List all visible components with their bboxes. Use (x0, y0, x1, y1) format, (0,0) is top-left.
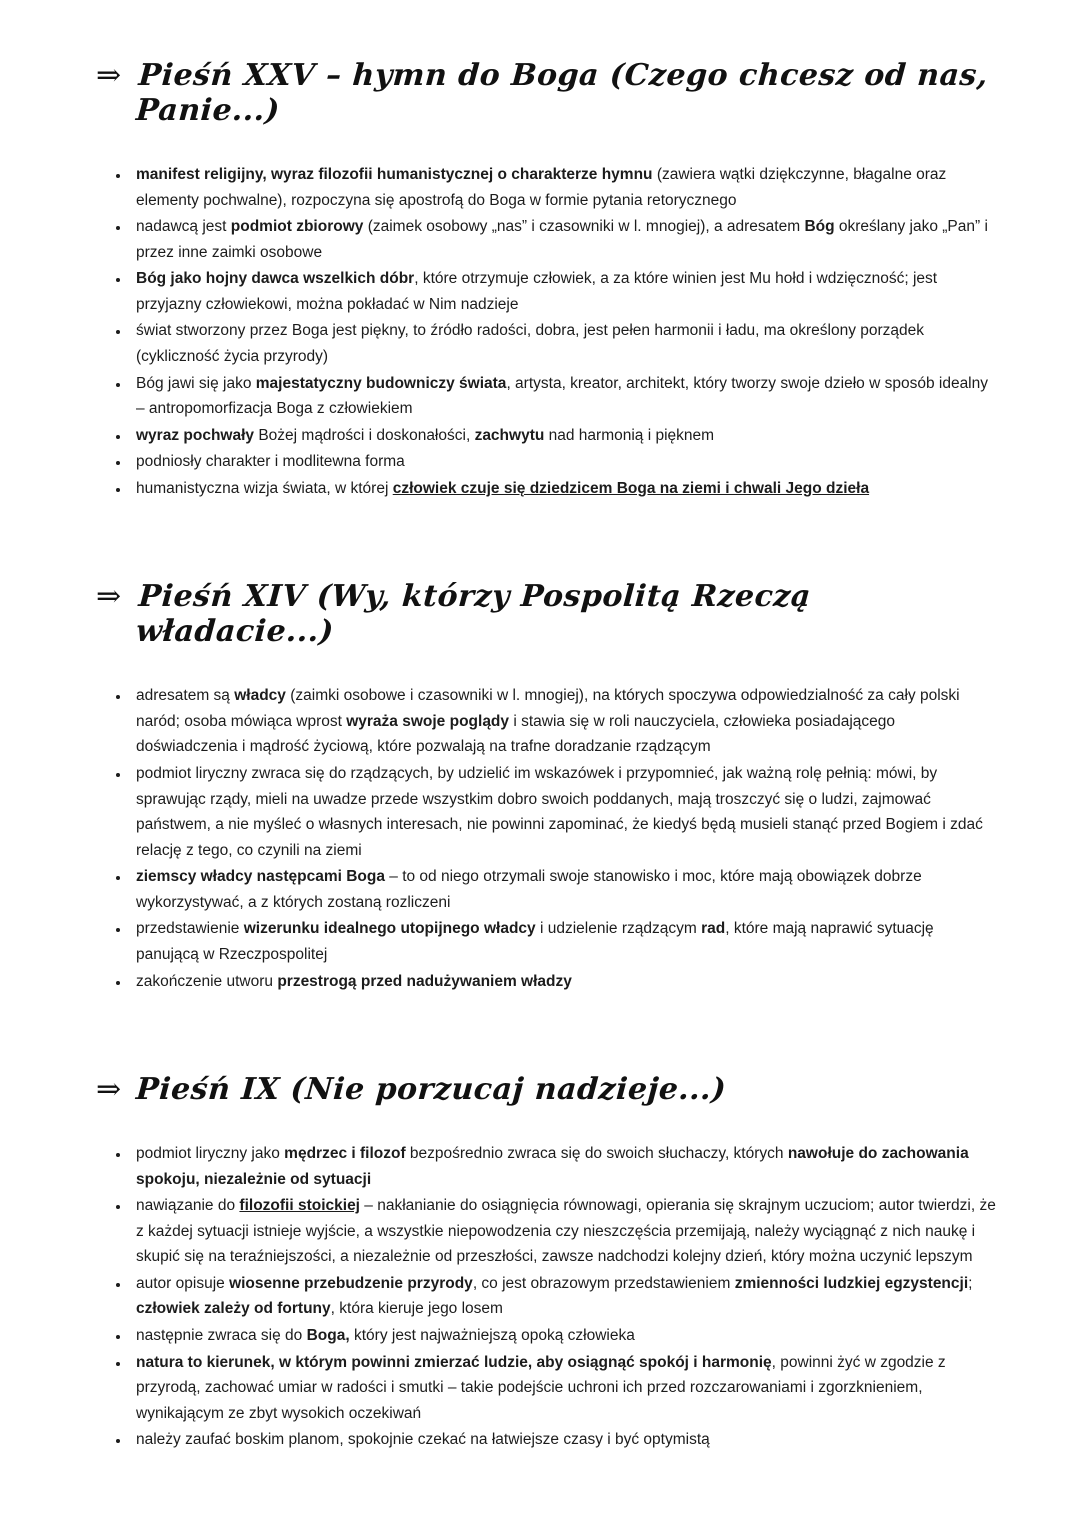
text-segment: bezpośrednio zwraca się do swoich słuchaczy, których (405, 1145, 788, 1163)
section-title: Pieśń IX (Nie porzucaj nadzieje...) (135, 1072, 728, 1108)
text-segment: rad (701, 920, 726, 938)
text-segment: (zawiera wątki dziękczynne, błagalne oraz elementy pochwalne), rozpoczyna się apostrofą do Boga w formie pytania retorycznego (136, 166, 947, 209)
text-segment: , co jest obrazowym przedstawieniem (472, 1274, 735, 1292)
text-segment: nad harmonią i pięknem (544, 426, 715, 444)
list-item (130, 449, 998, 475)
text-segment: autor opisuje (136, 1274, 230, 1292)
text-segment: – nakłanianie do osiągnięcia równowagi, opierania się skrajnym uczuciom; autor twierdzi, że z każdej sytuacji istnieje wyjście, a wszystkie niepowodzenia czy nieszczęścia przemijają, należy wyciągnąć z nich naukę i skupić się na teraźniejszości, a niezależnie od przeszłości, zawsze nadchodzi kolejny dzień, który można uczynić lepszym (136, 1197, 996, 1266)
double-arrow-icon: ⇒ (96, 579, 122, 615)
text-segment: , które otrzymuje człowiek, a za które winien jest Mu hołd i wdzięczność; jest przyjazny człowiekowi, można pokładać w Nim nadzieje (136, 270, 938, 313)
text-segment: Bożej mądrości i doskonałości, (254, 426, 475, 444)
list-item (130, 683, 998, 760)
bullet-list (96, 1141, 998, 1453)
text-segment: podmiot liryczny zwraca się do rządzących, by udzielić im wskazówek i przypomnieć, jak ważną rolę pełnią: mówi, by sprawując rządy, mieli na uwadze przede wszystkim dobro swoich poddanych, mają troszczyć się o ludzi, zajmować państwem, a nie myśleć o własnych interesach, nie powinni zapominać, że kiedyś będą musieli stanąć przed Bogiem i zdać relację z tego, co czynili na ziemi (136, 765, 983, 859)
text-segment: zachwytu (474, 426, 545, 444)
list-item (130, 1350, 998, 1427)
text-segment: (zaimek osobowy „nas” i czasowniki w l. mnogiej), a adresatem (363, 218, 805, 236)
list-item (130, 1141, 998, 1192)
text-segment: , która kieruje jego losem (330, 1300, 503, 1318)
text-segment: wiosenne przebudzenie przyrody (229, 1274, 473, 1292)
text-segment: przedstawienie (136, 920, 244, 938)
text-segment: człowiek czuje się dziedzicem Boga na ziemi i chwali Jego dzieła (392, 479, 870, 497)
section-piesn-ix (96, 1072, 998, 1453)
text-segment: władcy (234, 687, 286, 705)
text-segment: adresatem są (136, 687, 235, 705)
list-item (130, 761, 998, 863)
text-segment: człowiek zależy od fortuny (136, 1300, 331, 1318)
text-segment: , powinni żyć w zgodzie z przyrodą, zachować umiar w radości i smutki – takie podejście uchroni ich przed rozczarowaniami i zgorzknieniem, wynikającym ze zbyt wysokich oczekiwań (136, 1353, 946, 1422)
text-segment: przestrogą przed nadużywaniem władzy (277, 972, 572, 990)
list-item (130, 371, 998, 422)
text-segment: , artysta, kreator, architekt, który tworzy swoje dzieło w sposób idealny – antropomorfizacja Boga z człowiekiem (136, 374, 988, 418)
list-item (130, 476, 998, 502)
text-segment: wyraża swoje poglądy (346, 712, 510, 730)
list-item (130, 266, 998, 317)
text-segment: Bóg (804, 218, 835, 236)
section-heading (96, 579, 998, 649)
text-segment: nadawcą jest (136, 218, 231, 236)
text-segment: – to od niego otrzymali swoje stanowisko i moc, które mają obowiązek dobrze wykorzystywać, a z których zostaną rozliczeni (136, 868, 922, 911)
text-segment: ziemscy władcy następcami Boga (136, 868, 385, 886)
text-segment: określany jako „Pan” i przez inne zaimki osobowe (136, 218, 988, 261)
text-segment: podmiot liryczny jako (136, 1145, 285, 1163)
text-segment: wyraz pochwały (136, 426, 255, 444)
list-item (130, 1271, 998, 1322)
section-piesn-xxv (96, 58, 998, 501)
section-heading (96, 1072, 998, 1107)
text-segment: Bóg jawi się jako (136, 374, 256, 392)
list-item (130, 916, 998, 967)
text-segment: Bóg jako hojny dawca wszelkich dóbr (136, 270, 415, 288)
text-segment: , które mają naprawić sytuację panującą w Rzeczpospolitej (136, 920, 934, 963)
text-segment: filozofii stoickiej (239, 1197, 360, 1215)
text-segment: następnie zwraca się do (136, 1327, 307, 1344)
bullet-list (96, 683, 998, 994)
list-item (130, 1323, 998, 1349)
list-item (130, 214, 998, 265)
list-item (130, 1193, 998, 1270)
text-segment: humanistyczna wizja świata, w której (136, 479, 393, 497)
text-segment: i udzielenie rządzącym (535, 920, 702, 938)
text-segment: nawołuje do zachowania spokoju, niezależnie od sytuacji (136, 1145, 969, 1188)
text-segment: Boga, (306, 1327, 350, 1344)
section-heading (96, 58, 998, 128)
text-segment: ; (968, 1274, 973, 1292)
list-item (130, 318, 998, 369)
text-segment: natura to kierunek, w którym powinni zmierzać ludzie, aby osiągnąć spokój i harmonię (136, 1353, 772, 1371)
text-segment: zakończenie utworu (136, 972, 278, 990)
text-segment: wizerunku idealnego utopijnego władcy (243, 920, 536, 938)
double-arrow-icon: ⇒ (96, 58, 122, 93)
list-item (130, 969, 998, 995)
text-segment: (zaimki osobowe i czasowniki w l. mnogiej), na których spoczywa odpowiedzialność za cały polski naród; osoba mówiąca wprost (136, 687, 960, 730)
section-title: Pieśń XXV – hymn do Boga (Czego chcesz od nas, Panie...) (135, 58, 990, 128)
text-segment: podmiot zbiorowy (230, 218, 364, 236)
text-segment: zmienności ludzkiej egzystencji (734, 1274, 969, 1292)
text-segment: należy zaufać boskim planom, spokojnie czekać na łatwiejsze czasy i być optymistą (136, 1431, 710, 1449)
double-arrow-icon: ⇒ (96, 1072, 122, 1108)
list-item (130, 864, 998, 915)
bullet-list (96, 162, 998, 501)
section-piesn-xiv (96, 579, 998, 994)
text-segment: świat stworzony przez Boga jest piękny, to źródło radości, dobra, jest pełen harmonii i ładu, ma określony porządek (cykliczność życia przyrody) (136, 322, 925, 365)
text-segment: podniosły charakter i modlitewna forma (136, 453, 405, 471)
list-item (130, 1427, 998, 1453)
text-segment: manifest religijny, wyraz filozofii humanistycznej o charakterze hymnu (136, 166, 653, 183)
text-segment: i stawia się w roli nauczyciela, człowieka posiadającego doświadczenia i mądrość życiową, które pozwalają na trafne doradzanie rządzącym (136, 712, 895, 756)
text-segment: nawiązanie do (136, 1197, 240, 1215)
list-item (130, 423, 998, 449)
section-title: Pieśń XIV (Wy, którzy Pospolitą Rzeczą władacie...) (135, 579, 813, 650)
text-segment: który jest najważniejszą opoką człowieka (349, 1327, 635, 1344)
text-segment: mędrzec i filozof (284, 1145, 406, 1163)
list-item (130, 162, 998, 213)
text-segment: majestatyczny budowniczy świata (255, 374, 507, 392)
